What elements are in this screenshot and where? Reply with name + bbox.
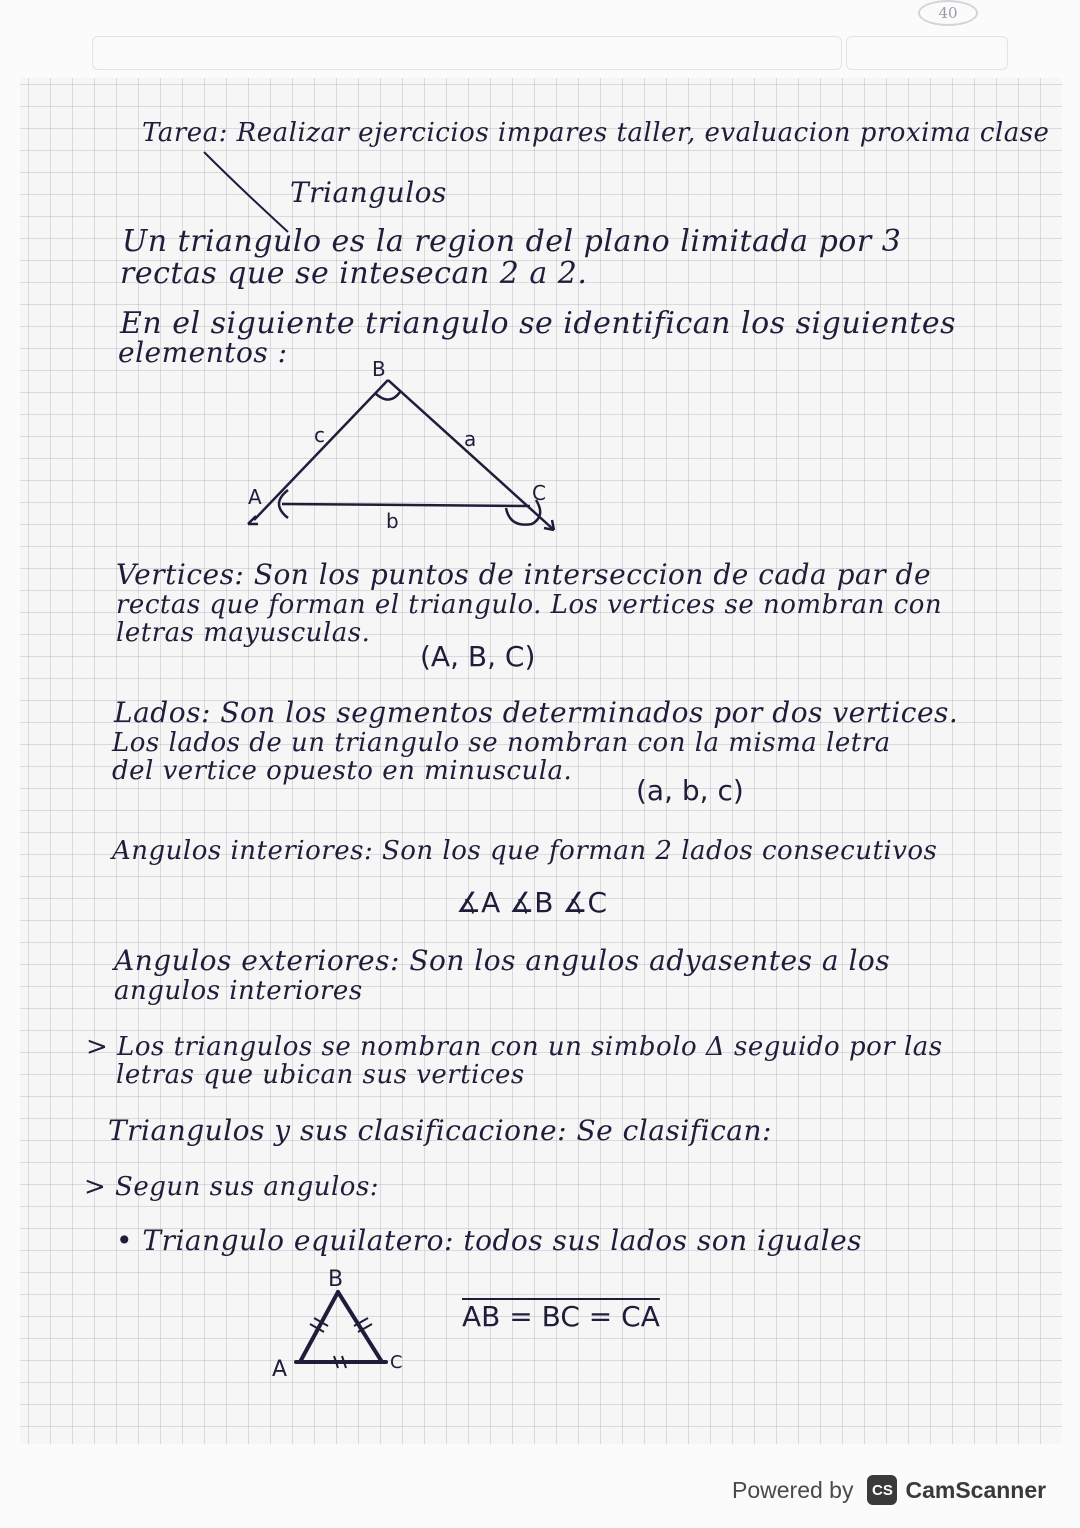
camscanner-brand: CamScanner (905, 1476, 1047, 1503)
interior-angles-line: Angulos interiores: Son los que forman 2 lados consecutivos (112, 836, 938, 866)
homework-note: Tarea: Realizar ejercicios impares taller, evaluacion proxima clase (142, 118, 1050, 148)
side-bc-line (338, 1292, 382, 1362)
side-c-line (254, 380, 388, 520)
naming-line-2: letras que ubican sus vertices (116, 1060, 525, 1090)
vertices-line-2: rectas que forman el triangulo. Los vertices se nombran con (116, 590, 943, 620)
label-side-c: c (314, 423, 325, 447)
elements-intro-line-1: En el siguiente triangulo se identifican los siguientes (120, 306, 957, 341)
exterior-angles-line-1: Angulos exteriores: Son los angulos adyasentes a los (114, 944, 891, 977)
arrow-a (248, 516, 258, 524)
eq-label-vertex-b: B (328, 1267, 344, 1292)
vertices-example: (A, B, C) (420, 640, 536, 673)
eq-label-vertex-c: C (390, 1352, 403, 1373)
powered-by-text: Powered by (732, 1476, 854, 1503)
naming-line-1: > Los triangulos se nombran con un simbolo Δ seguido por las (86, 1032, 943, 1062)
equilateral-figure (266, 1262, 416, 1382)
camscanner-watermark (732, 1470, 1072, 1510)
sides-line-2: Los lados de un triangulo se nombran con la misma letra (112, 728, 891, 758)
exterior-angles-line-2: angulos interiores (114, 976, 363, 1006)
interior-angles-example: ∡A ∡B ∡C (456, 886, 608, 919)
label-vertex-c: C (532, 481, 546, 505)
definition-line-2: rectas que se intesecan 2 a 2. (120, 256, 588, 291)
header-field (92, 36, 842, 70)
label-side-a: a (464, 427, 477, 451)
sides-example: (a, b, c) (636, 774, 744, 807)
section-title: Triangulos (290, 176, 447, 209)
by-angles-heading: > Segun sus angulos: (84, 1172, 380, 1202)
equilateral-definition: • Triangulo equilatero: todos sus lados son iguales (116, 1224, 863, 1257)
side-ab-line (300, 1292, 338, 1362)
sides-line-1: Lados: Son los segmentos determinados por dos vertices. (114, 696, 959, 729)
page-number: 40 (918, 0, 978, 26)
classification-line: Triangulos y sus clasificacione: Se clasifican: (108, 1114, 772, 1147)
side-b-line (282, 504, 530, 506)
sides-line-3: del vertice opuesto en minuscula. (112, 756, 573, 786)
triangle-figure (240, 358, 580, 548)
label-vertex-b: B (372, 358, 386, 381)
equal-sides-equation: AB = BC = CA (462, 1300, 660, 1333)
vertices-line-1: Vertices: Son los puntos de interseccion de cada par de (116, 558, 932, 591)
definition-line-1: Un triangulo es la region del plano limitada por 3 (122, 224, 902, 259)
elements-intro-line-2: elementos : (118, 336, 288, 369)
camscanner-logo-icon: CS (867, 1475, 897, 1505)
header-field-small (846, 36, 1008, 70)
angle-b-arc (376, 392, 400, 400)
eq-label-vertex-a: A (272, 1357, 288, 1382)
label-vertex-a: A (248, 485, 262, 509)
label-side-b: b (386, 509, 399, 533)
side-a-line (388, 380, 554, 530)
vertices-line-3: letras mayusculas. (116, 618, 371, 648)
